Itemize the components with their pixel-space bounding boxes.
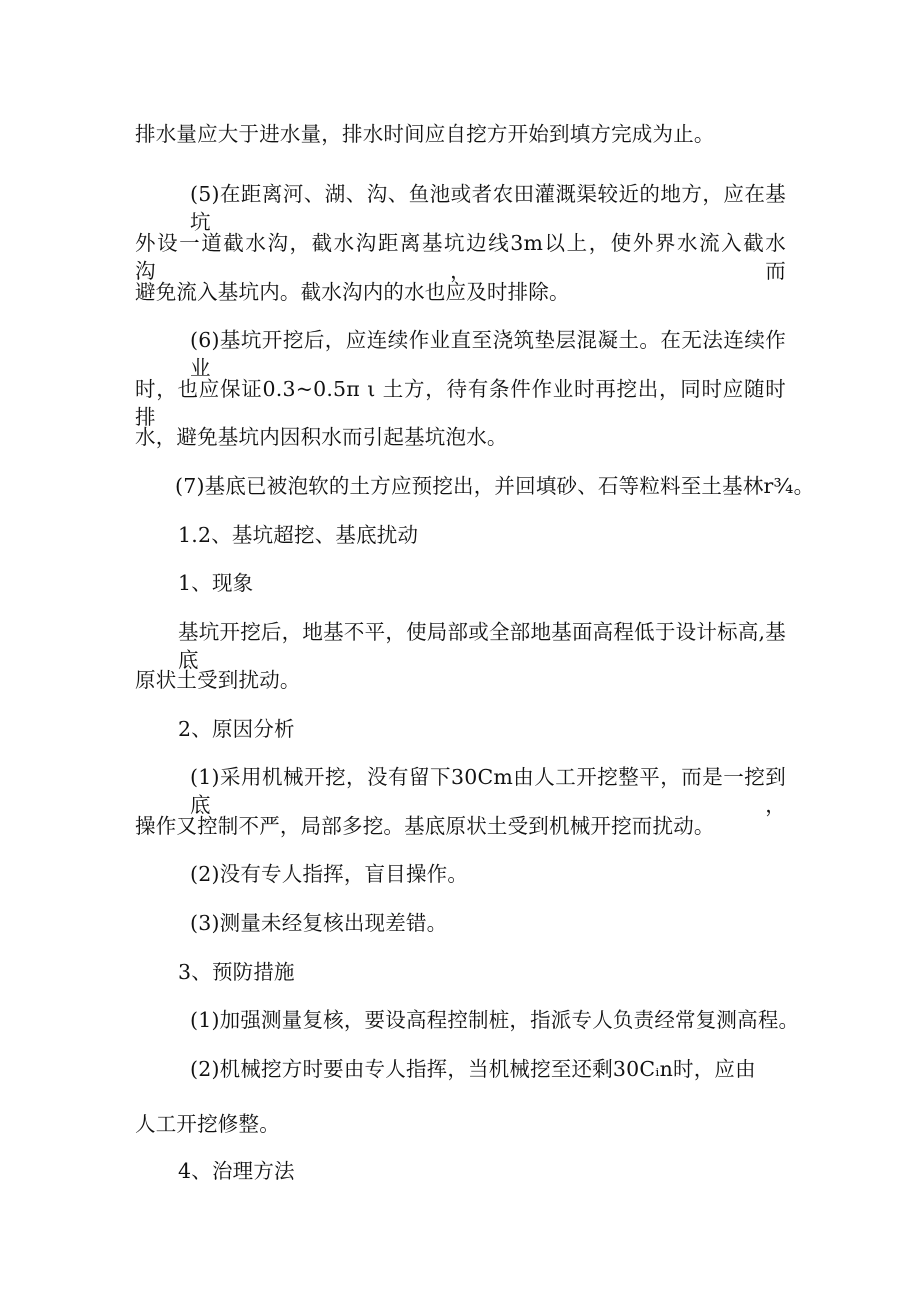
paragraph-line: (3)测量未经复核出现差错。 [190, 911, 448, 935]
paragraph-line: 时，也应保证0.3~0.5π ι 土方，待有条件作业时再挖出，同时应随时排 [135, 377, 786, 429]
paragraph-line: (1)采用机械开挖，没有留下30Cm由人工开挖整平，而是一挖到底， [190, 765, 786, 817]
paragraph-line: (2)没有专人指挥，盲目操作。 [190, 862, 469, 886]
paragraph-line: 原状土受到扰动。 [135, 668, 301, 692]
paragraph-line: 排水量应大于进水量，排水时间应自挖方开始到填方完成为止。 [135, 122, 715, 146]
paragraph-line: 基坑开挖后，地基不平，使局部或全部地基面高程低于设计标高,基底 [178, 620, 786, 672]
subsection-heading: 2、原因分析 [178, 717, 295, 741]
paragraph-line: (5)在距离河、湖、沟、鱼池或者农田灌溉渠较近的地方，应在基坑 [190, 182, 786, 234]
paragraph-line: (7)基底已被泡软的土方应预挖出，并回填砂、石等粒料至土基林r¾。 [175, 474, 815, 498]
paragraph-line: (1)加强测量复核，要设高程控制桩，指派专人负责经常复测高程。 [190, 1008, 800, 1032]
paragraph-line: 操作又控制不严，局部多挖。基底原状土受到机械开挖而扰动。 [135, 814, 715, 838]
paragraph-line: (6)基坑开挖后，应连续作业直至浇筑垫层混凝土。在无法连续作业 [190, 328, 786, 380]
subsection-heading: 4、治理方法 [178, 1159, 295, 1183]
section-heading: 1.2、基坑超挖、基底扰动 [178, 523, 419, 547]
paragraph-line: 避免流入基坑内。截水沟内的水也应及时排除。 [135, 280, 570, 304]
paragraph-line: (2)机械挖方时要由专人指挥，当机械挖至还剩30Cᵢn时，应由 [190, 1057, 756, 1081]
paragraph-line: 人工开挖修整。 [135, 1112, 280, 1136]
subsection-heading: 3、预防措施 [178, 960, 295, 984]
paragraph-line: 外设一道截水沟，截水沟距离基坑边线3m以上，使外界水流入截水沟，而 [135, 231, 786, 283]
subsection-heading: 1、现象 [178, 571, 254, 595]
paragraph-line: 水，避免基坑内因积水而引起基坑泡水。 [135, 425, 508, 449]
